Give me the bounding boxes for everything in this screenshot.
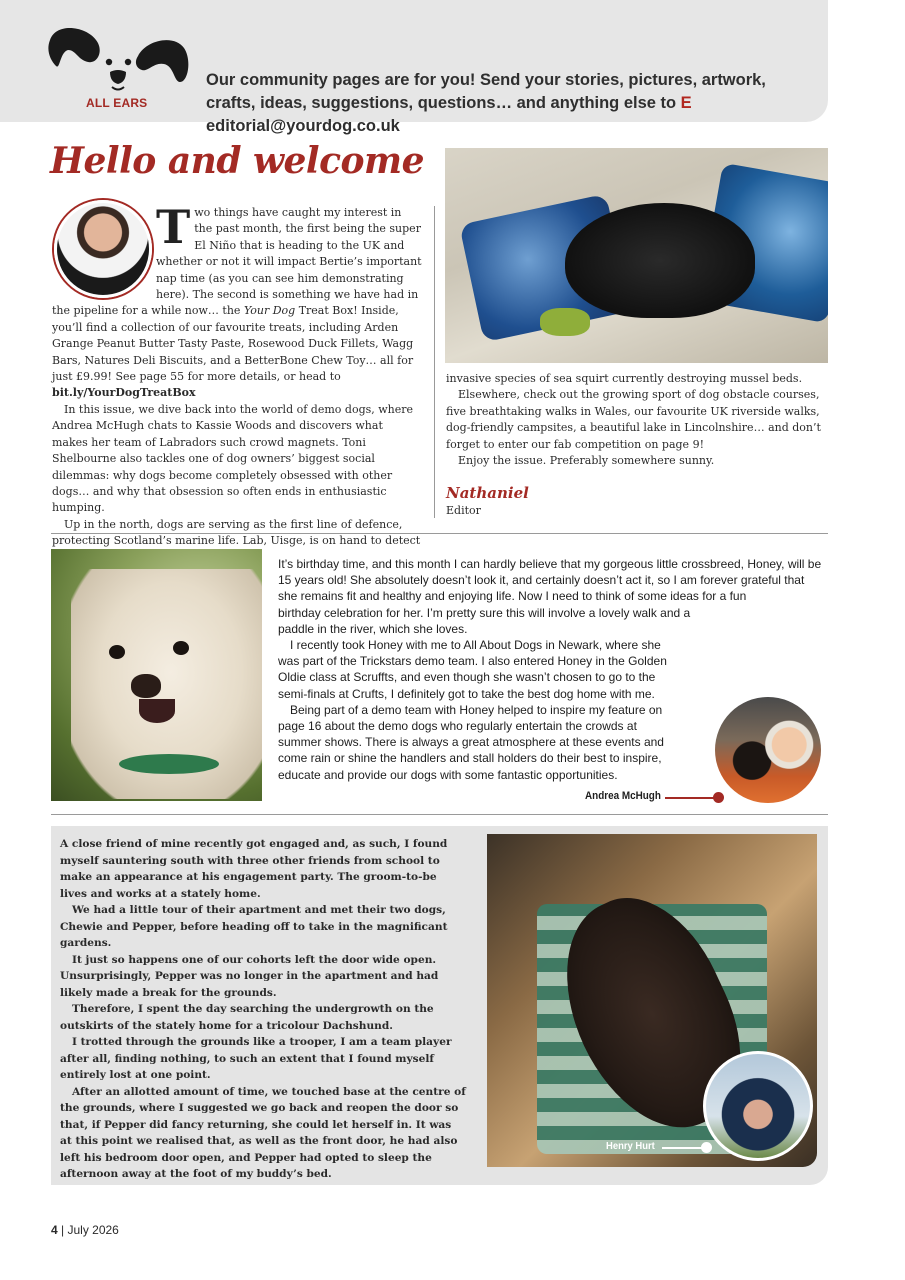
henry-pointer-dot xyxy=(701,1142,712,1153)
email-link[interactable]: editorial@yourdog.co.uk xyxy=(206,116,400,135)
avatar-spacer xyxy=(52,205,156,297)
footer-separator: | xyxy=(57,1223,68,1237)
henry-paragraph-6: After an allotted amount of time, we touched base at the centre of the grounds, where I suggested we go back and reopen the door so that, if Pepper did fancy returning, she could let herself in. It was at this point we realised that, as well as the front door, he had also left his bedroom door open, and Pepper had opted to sleep the afternoon away at the foot of my buddy’s bed. xyxy=(60,1085,466,1180)
henry-byline: Henry Hurt xyxy=(606,1140,655,1152)
henry-avatar xyxy=(703,1051,813,1161)
dog-mouth xyxy=(139,699,175,723)
header-bar xyxy=(0,0,828,135)
henry-pointer-line xyxy=(662,1147,704,1149)
editor-signature: Nathaniel xyxy=(446,484,529,502)
editor-role: Editor xyxy=(446,504,481,517)
byline-pointer-dot xyxy=(713,792,724,803)
dog-eye-left xyxy=(109,645,125,659)
welcome-paragraph-3-cont: invasive species of sea squirt currently destroying mussel beds. xyxy=(446,372,803,385)
andrea-byline: Andrea McHugh xyxy=(585,790,661,802)
sleeping-dog xyxy=(565,203,755,318)
page-footer xyxy=(51,1223,119,1237)
dog-nose xyxy=(131,674,161,698)
dog-toy xyxy=(540,308,590,336)
issue-date: July 2026 xyxy=(67,1223,119,1237)
logo-label: ALL EARS xyxy=(86,96,148,110)
welcome-paragraph-5: Enjoy the issue. Preferably somewhere sunny. xyxy=(458,454,715,468)
andrea-avatar xyxy=(715,697,821,803)
welcome-paragraph-3: Up in the north, dogs are serving as the first line of defence, protecting Scotland’s marine life. Lab, Uisge, is on hand to detect xyxy=(52,517,421,548)
dog-eye-right xyxy=(173,641,189,655)
header-intro xyxy=(206,68,798,137)
henry-paragraph-3: It just so happens one of our cohorts left the door wide open. Unsurprisingly, Pepper was no longer in the apartment and had likely made a break for the grounds. xyxy=(60,953,439,999)
section-divider xyxy=(51,533,828,534)
page-number: 4 xyxy=(51,1223,58,1237)
welcome-paragraph-2: In this issue, we dive back into the world of demo dogs, where Andrea McHugh chats to Kassie Woods and discovers what makes her team of Labradors such crowd magnets. Toni Shelbourne also tackles one of dog owners’ biggest social dilemmas: why dogs become completely obsessed with other dogs… and why that obsession so often ends in enthusiastic humping. xyxy=(52,402,414,515)
welcome-p1-start: wo things have caught my interest in the past month, the first being the super El Niño that is heading to the UK and whether or not it will impact Bertie’s important nap time (as you can see him demonstrating here). The second is something we have had in the pipeline for a while now… the xyxy=(52,206,422,318)
magazine-name: Your Dog xyxy=(243,304,296,318)
dog-collar xyxy=(119,754,219,774)
henry-paragraph-2: We had a little tour of their apartment and met their two dogs, Chewie and Pepper, before heading off to take in the magnificant gardens. xyxy=(60,904,448,949)
henry-paragraph-1: A close friend of mine recently got engaged and, as such, I found myself sauntering south with three other friends from school to make an appearance at his engagement party. The groom-to-be lives and works at a stately home. xyxy=(60,838,448,900)
page-title: Hello and welcome xyxy=(50,140,425,182)
treat-box-link[interactable]: bit.ly/YourDogTreatBox xyxy=(52,386,196,400)
henry-paragraph-5: I trotted through the grounds like a trooper, I am a team player after all, finding nothing, to such an extent that I found myself entirely lost at one point. xyxy=(60,1036,452,1081)
welcome-column-right xyxy=(446,371,826,469)
welcome-column-left xyxy=(52,200,422,548)
bertie-sofa-photo xyxy=(445,148,828,363)
email-mark: E xyxy=(680,93,692,112)
column-divider xyxy=(434,206,435,518)
byline-pointer-line xyxy=(665,797,717,799)
henry-column xyxy=(60,836,466,1183)
section-divider-2 xyxy=(51,814,828,815)
andrea-paragraph-3: Being part of a demo team with Honey helped to inspire my feature on page 16 about the demo dogs who regularly entertain the crowds at summer shows. There is always a great atmosphere at these events and come rain or shine the handlers and stall holders do their best to inspire, educate and provide our dogs with some fantastic opportunities. xyxy=(278,702,664,782)
andrea-paragraph-1: It’s birthday time, and this month I can hardly believe that my gorgeous little crossbreed, Honey, will be 15 years old! She absolutely doesn’t look it, and certainly doesn’t act it, so I am forever grateful that she remains fit and healthy and enjoying life. Now I need to think of some ideas for a fun birthday celebration for her. I’m pretty sure this will involve a lovely walk and a paddle in the river, which she loves. xyxy=(278,557,822,636)
drop-cap: T xyxy=(156,200,191,254)
header-intro-text: Our community pages are for you! Send your stories, pictures, artwork, crafts, ideas, suggestions, questions… and anything else to xyxy=(206,70,766,112)
welcome-paragraph-4: Elsewhere, check out the growing sport of dog obstacle courses, five breathtaking walks in Wales, our favourite UK riverside walks, dog-friendly campsites, a beautiful lake in Lincolnshire… and don’t forget to enter our fab competition on page 9! xyxy=(446,388,821,451)
welcome-p1-mid: Treat Box! Inside, you’ll find a collection of our favourite treats, including Arden Grange Peanut Butter Tasty Paste, Rosewood Duck Fillets, Wagg Bars, Natures Deli Biscuits, and a BetterBone Chew Toy… all for just £9.99! See page 55 for more details, or head to xyxy=(52,304,414,384)
andrea-paragraph-2: I recently took Honey with me to All About Dogs in Newark, where she was part of the Trickstars demo team. I also entered Honey in the Golden Oldie class at Scruffts, and even though she wasn’t chosen to go to the semi-finals at Crufts, I definitely got to take the best dog home with me. xyxy=(278,638,667,701)
honey-photo xyxy=(51,549,262,801)
henry-paragraph-4: Therefore, I spent the day searching the undergrowth on the outskirts of the stately home for a tricolour Dachshund. xyxy=(60,1003,434,1032)
